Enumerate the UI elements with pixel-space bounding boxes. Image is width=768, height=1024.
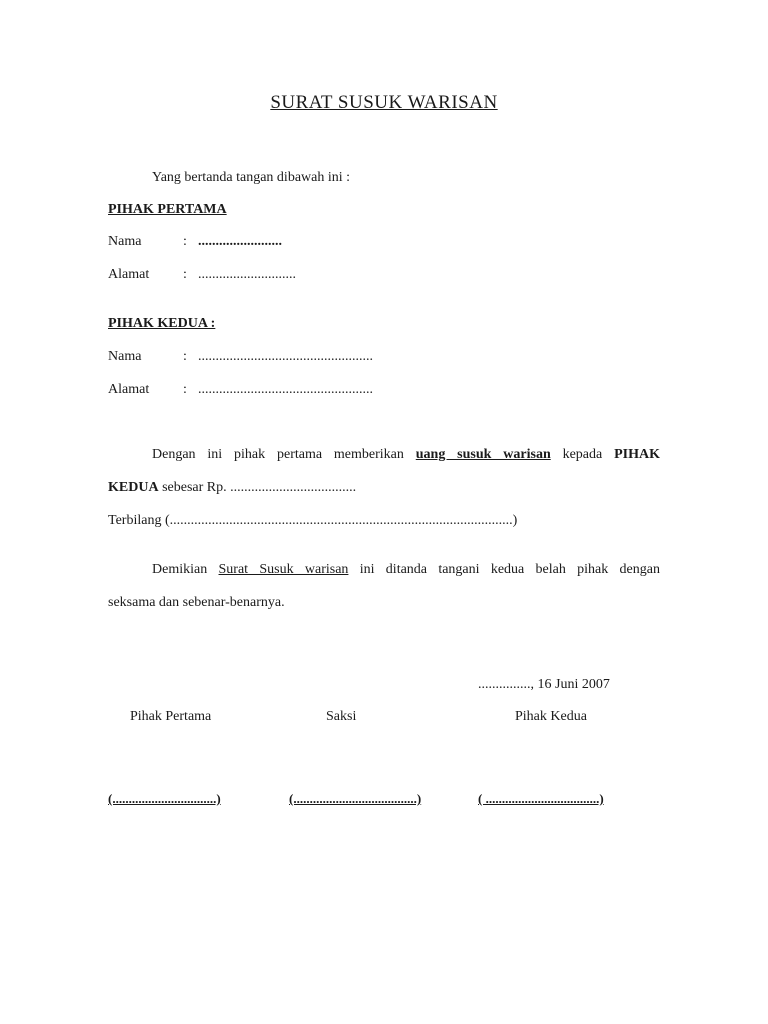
signatory-party2: Pihak Kedua: [515, 709, 587, 724]
party1-address-label: Alamat: [108, 267, 150, 282]
document-name-phrase: Surat Susuk warisan: [218, 562, 349, 577]
terbilang-line: Terbilang (..................................................................................................): [108, 513, 518, 528]
intro-text: Yang bertanda tangan dibawah ini :: [152, 170, 351, 185]
party2-address-label: Alamat: [108, 382, 150, 397]
party1-address-colon: :: [183, 267, 187, 282]
party1-heading: PIHAK PERTAMA: [108, 202, 227, 217]
party1-address-value: ............................: [198, 267, 296, 282]
signatory-party1: Pihak Pertama: [130, 709, 212, 724]
signature-line-party2: ( ...................................): [478, 791, 604, 806]
paragraph1-line2: KEDUA sebesar Rp. ....................................: [108, 480, 357, 495]
kedua-label: KEDUA: [108, 480, 159, 495]
pihak-label: PIHAK: [614, 447, 660, 462]
party2-address-colon: :: [183, 382, 187, 397]
paragraph1-line1: Dengan ini pihak pertama memberikan uang susuk warisan kepada PIHAK: [152, 447, 660, 462]
susuk-amount-phrase: uang susuk warisan: [415, 447, 551, 462]
party1-name-colon: :: [183, 234, 187, 249]
paragraph2-line1: Demikian Surat Susuk warisan ini ditanda tangani kedua belah pihak dengan: [152, 562, 660, 577]
party2-address-value: ..................................................: [198, 382, 373, 397]
party1-name-value: ........................: [198, 234, 282, 249]
signature-line-party1: (................................): [108, 791, 221, 806]
document-title: SURAT SUSUK WARISAN: [270, 92, 498, 113]
party2-heading: PIHAK KEDUA :: [108, 316, 216, 331]
party2-name-value: ..................................................: [198, 349, 373, 364]
party2-name-label: Nama: [108, 349, 142, 364]
signature-line-witness: (......................................): [289, 791, 422, 806]
party2-name-colon: :: [183, 349, 187, 364]
signatory-witness: Saksi: [326, 709, 357, 724]
party1-name-label: Nama: [108, 234, 142, 249]
date-line: ..............., 16 Juni 2007: [478, 677, 610, 692]
paragraph2-line2: seksama dan sebenar-benarnya.: [108, 595, 285, 610]
